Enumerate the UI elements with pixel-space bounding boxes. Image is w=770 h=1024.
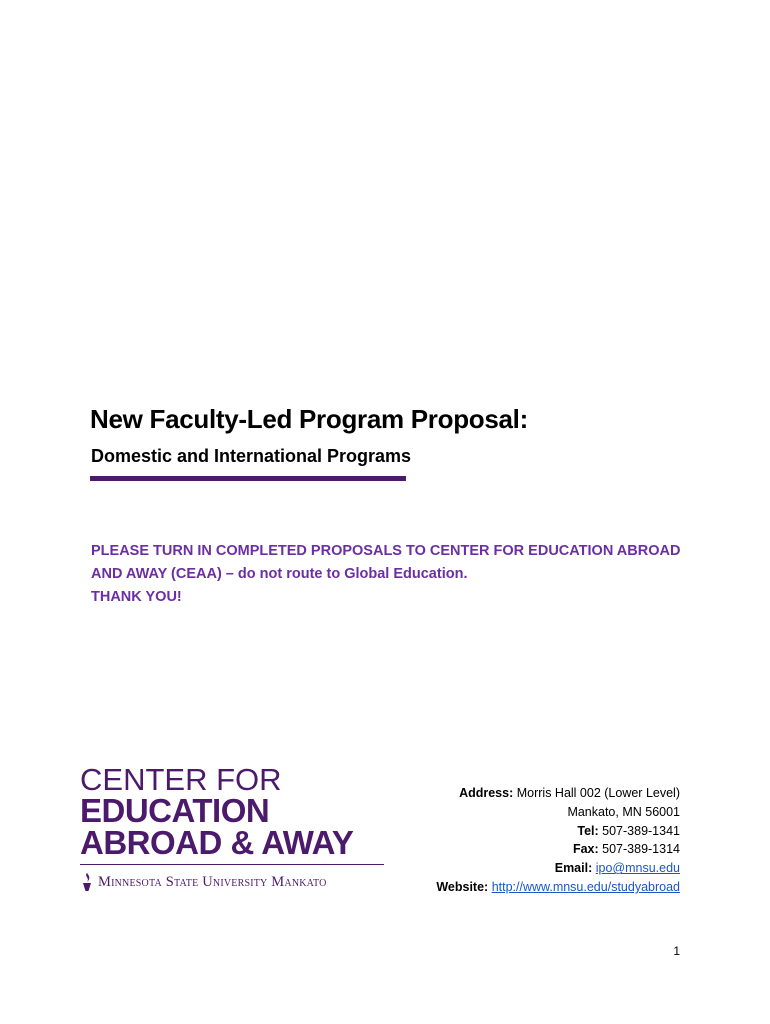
tel-value: 507-389-1341 (602, 823, 680, 838)
university-name: Minnesota State University Mankato (98, 873, 327, 890)
address-row (436, 784, 680, 803)
email-row (436, 859, 680, 878)
torch-icon (80, 872, 94, 892)
page-number: 1 (673, 944, 680, 958)
logo-divider (80, 864, 384, 865)
website-link[interactable]: http://www.mnsu.edu/studyabroad (491, 879, 680, 894)
website-label: Website: (436, 879, 489, 894)
university-wordmark (80, 870, 390, 894)
tel-row (436, 822, 680, 841)
contact-block (436, 784, 680, 897)
notice-line: AND AWAY (CEAA) – do not route to Global Education. (91, 566, 468, 582)
tel-label: Tel: (577, 823, 599, 838)
submission-notice (91, 540, 711, 609)
fax-row (436, 840, 680, 859)
logo-line-abroad-away: ABROAD & AWAY (80, 824, 354, 861)
fax-label: Fax: (572, 842, 599, 857)
email-label: Email: (554, 861, 593, 876)
document-title: New Faculty-Led Program Proposal: (90, 404, 528, 434)
document-subtitle: Domestic and International Programs (91, 446, 412, 466)
title-underline-rule (90, 476, 406, 481)
address-label: Address: (459, 786, 514, 800)
fax-value: 507-389-1314 (602, 842, 680, 857)
website-row (436, 878, 680, 897)
notice-line: THANK YOU! (91, 589, 182, 605)
notice-line: PLEASE TURN IN COMPLETED PROPOSALS TO CENTER FOR EDUCATION ABROAD (91, 543, 681, 559)
logo-line-center-for: CENTER FOR (80, 762, 282, 797)
ceaa-logo (80, 762, 390, 896)
address-line2: Mankato, MN 56001 (567, 804, 680, 819)
address-line1: Morris Hall 002 (Lower Level) (516, 786, 680, 800)
email-link[interactable]: ipo@mnsu.edu (595, 861, 680, 876)
logo-line-education: EDUCATION (80, 792, 270, 829)
